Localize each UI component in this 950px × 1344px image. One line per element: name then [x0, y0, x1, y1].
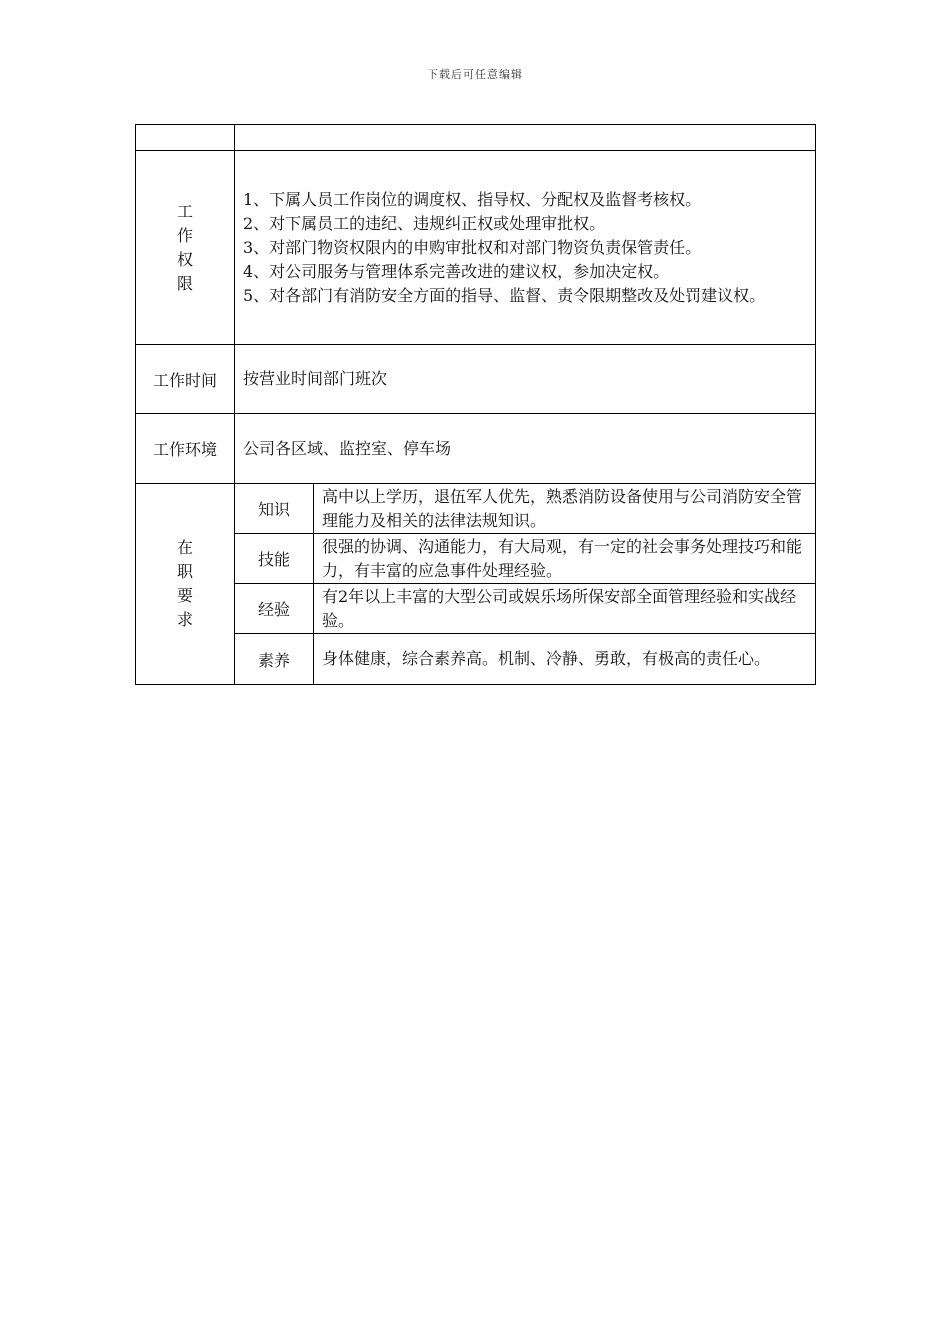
authority-item: 4、对公司服务与管理体系完善改进的建议权，参加决定权。 — [243, 261, 670, 281]
authority-item: 3、对部门物资权限内的申购审批权和对部门物资负责保管责任。 — [243, 237, 702, 257]
page-header-note: 下载后可任意编辑 — [427, 68, 523, 81]
empty-row-label — [136, 125, 235, 151]
requirements-label — [136, 484, 235, 685]
work-time-label: 工作时间 — [136, 345, 235, 414]
authority-label-char: 权 — [176, 249, 193, 269]
requirement-label: 素养 — [235, 634, 314, 685]
empty-row — [136, 125, 816, 151]
requirement-text: 身体健康，综合素养高。机制、冷静、勇敢，有极高的责任心。 — [314, 634, 816, 685]
authority-label-char: 限 — [176, 273, 193, 293]
work-env-value: 公司各区域、监控室、停车场 — [235, 414, 816, 484]
requirement-text: 有2年以上丰富的大型公司或娱乐场所保安部全面管理经验和实战经验。 — [314, 584, 816, 634]
requirement-row — [136, 484, 816, 534]
requirement-text: 很强的协调、沟通能力，有大局观，有一定的社会事务处理技巧和能力，有丰富的应急事件处理经验。 — [314, 534, 816, 584]
requirement-text: 高中以上学历，退伍军人优先，熟悉消防设备使用与公司消防安全管理能力及相关的法律法规知识。 — [314, 484, 816, 534]
authority-content — [235, 151, 816, 345]
authority-label — [136, 151, 235, 345]
requirement-label: 技能 — [235, 534, 314, 584]
authority-label-char: 工 — [176, 201, 193, 221]
requirements-label-char: 求 — [176, 610, 193, 629]
authority-item: 2、对下属员工的违纪、违规纠正权或处理审批权。 — [243, 213, 606, 233]
job-description-table — [135, 124, 816, 685]
authority-item: 1、下属人员工作岗位的调度权、指导权、分配权及监督考核权。 — [243, 189, 702, 209]
authority-row — [136, 151, 816, 345]
requirement-row — [136, 634, 816, 685]
work-env-row — [136, 414, 816, 484]
requirement-row — [136, 584, 816, 634]
work-env-label: 工作环境 — [136, 414, 235, 484]
authority-label-char: 作 — [176, 225, 193, 245]
requirements-label-char: 要 — [176, 586, 193, 605]
requirements-label-char: 在 — [176, 538, 193, 557]
authority-item: 5、对各部门有消防安全方面的指导、监督、责令限期整改及处罚建议权。 — [243, 285, 766, 305]
requirement-label: 知识 — [235, 484, 314, 534]
empty-row-content — [235, 125, 816, 151]
work-time-value: 按营业时间部门班次 — [235, 345, 816, 414]
requirement-row — [136, 534, 816, 584]
requirement-label: 经验 — [235, 584, 314, 634]
requirements-label-char: 职 — [176, 562, 193, 581]
work-time-row — [136, 345, 816, 414]
